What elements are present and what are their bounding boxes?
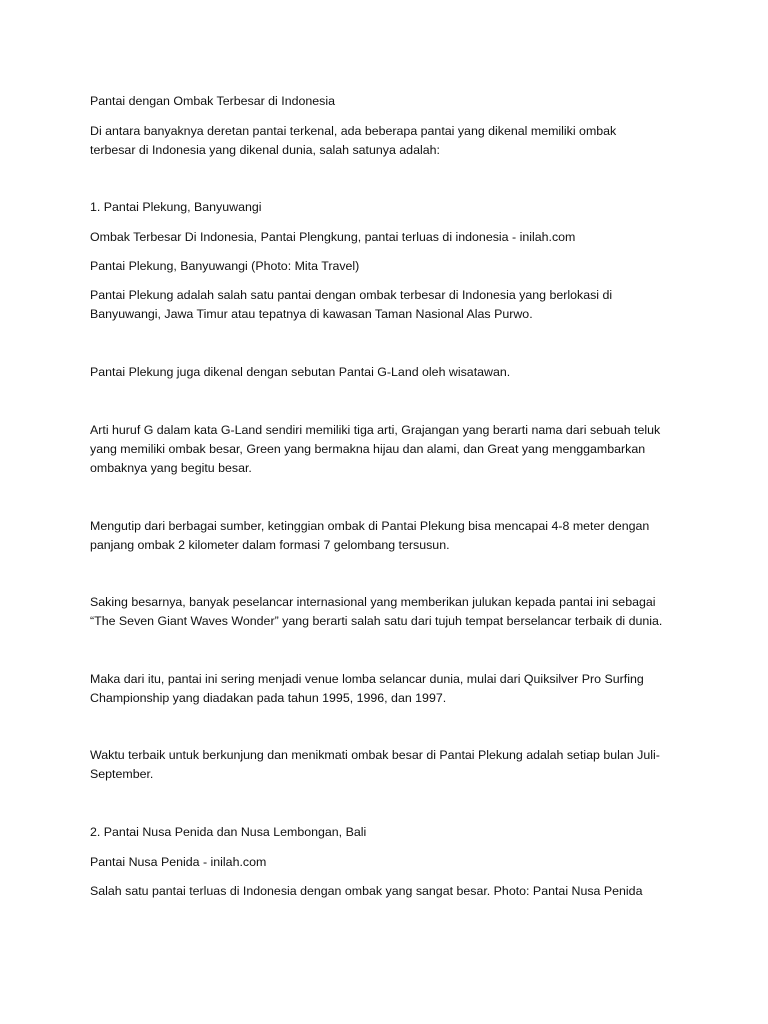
- section-1-paragraph-4-line-1: Mengutip dari berbagai sumber, ketinggian ombak di Pantai Plekung bisa mencapai 4-8 meter dengan: [90, 519, 650, 533]
- section-2-caption: Salah satu pantai terluas di Indonesia dengan ombak yang sangat besar. Photo: Pantai Nusa Penida: [90, 884, 643, 898]
- section-1-paragraph-2: Pantai Plekung juga dikenal dengan sebutan Pantai G-Land oleh wisatawan.: [90, 365, 511, 379]
- section-1-paragraph-1-line-1: Pantai Plekung adalah salah satu pantai dengan ombak terbesar di Indonesia yang berlokasi di: [90, 288, 613, 302]
- section-2-heading: 2. Pantai Nusa Penida dan Nusa Lembongan, Bali: [90, 825, 367, 839]
- section-1-image-alt: Ombak Terbesar Di Indonesia, Pantai Plengkung, pantai terluas di indonesia - inilah.com: [90, 230, 576, 244]
- section-1-caption: Pantai Plekung, Banyuwangi (Photo: Mita Travel): [90, 259, 360, 273]
- section-1-paragraph-7-line-2: September.: [90, 767, 154, 781]
- section-1-paragraph-3-line-3: ombaknya yang begitu besar.: [90, 461, 252, 475]
- section-1-paragraph-3-line-1: Arti huruf G dalam kata G-Land sendiri memiliki tiga arti, Grajangan yang berarti nama dari sebuah teluk: [90, 423, 661, 437]
- intro-line-2: terbesar di Indonesia yang dikenal dunia, salah satunya adalah:: [90, 143, 440, 157]
- intro-line-1: Di antara banyaknya deretan pantai terkenal, ada beberapa pantai yang dikenal memiliki ombak: [90, 124, 617, 138]
- document-title: Pantai dengan Ombak Terbesar di Indonesia: [90, 94, 335, 108]
- section-1-paragraph-5-line-1: Saking besarnya, banyak peselancar internasional yang memberikan julukan kepada pantai ini sebagai: [90, 595, 656, 609]
- section-1-paragraph-6-line-2: Championship yang diadakan pada tahun 1995, 1996, dan 1997.: [90, 691, 447, 705]
- section-1-paragraph-3-line-2: yang memiliki ombak besar, Green yang bermakna hijau dan alami, dan Great yang menggambarkan: [90, 442, 646, 456]
- section-1-heading: 1. Pantai Plekung, Banyuwangi: [90, 200, 262, 214]
- section-1-paragraph-7-line-1: Waktu terbaik untuk berkunjung dan menikmati ombak besar di Pantai Plekung adalah setiap bulan Juli-: [90, 748, 660, 762]
- section-1-paragraph-4-line-2: panjang ombak 2 kilometer dalam formasi 7 gelombang tersusun.: [90, 538, 450, 552]
- section-1-paragraph-6-line-1: Maka dari itu, pantai ini sering menjadi venue lomba selancar dunia, mulai dari Quiksilver Pro Surfing: [90, 672, 644, 686]
- section-1-paragraph-1-line-2: Banyuwangi, Jawa Timur atau tepatnya di kawasan Taman Nasional Alas Purwo.: [90, 307, 533, 321]
- section-2-image-alt: Pantai Nusa Penida - inilah.com: [90, 855, 267, 869]
- section-1-paragraph-5-line-2: “The Seven Giant Waves Wonder” yang berarti salah satu dari tujuh tempat berselancar terbaik di dunia.: [90, 614, 663, 628]
